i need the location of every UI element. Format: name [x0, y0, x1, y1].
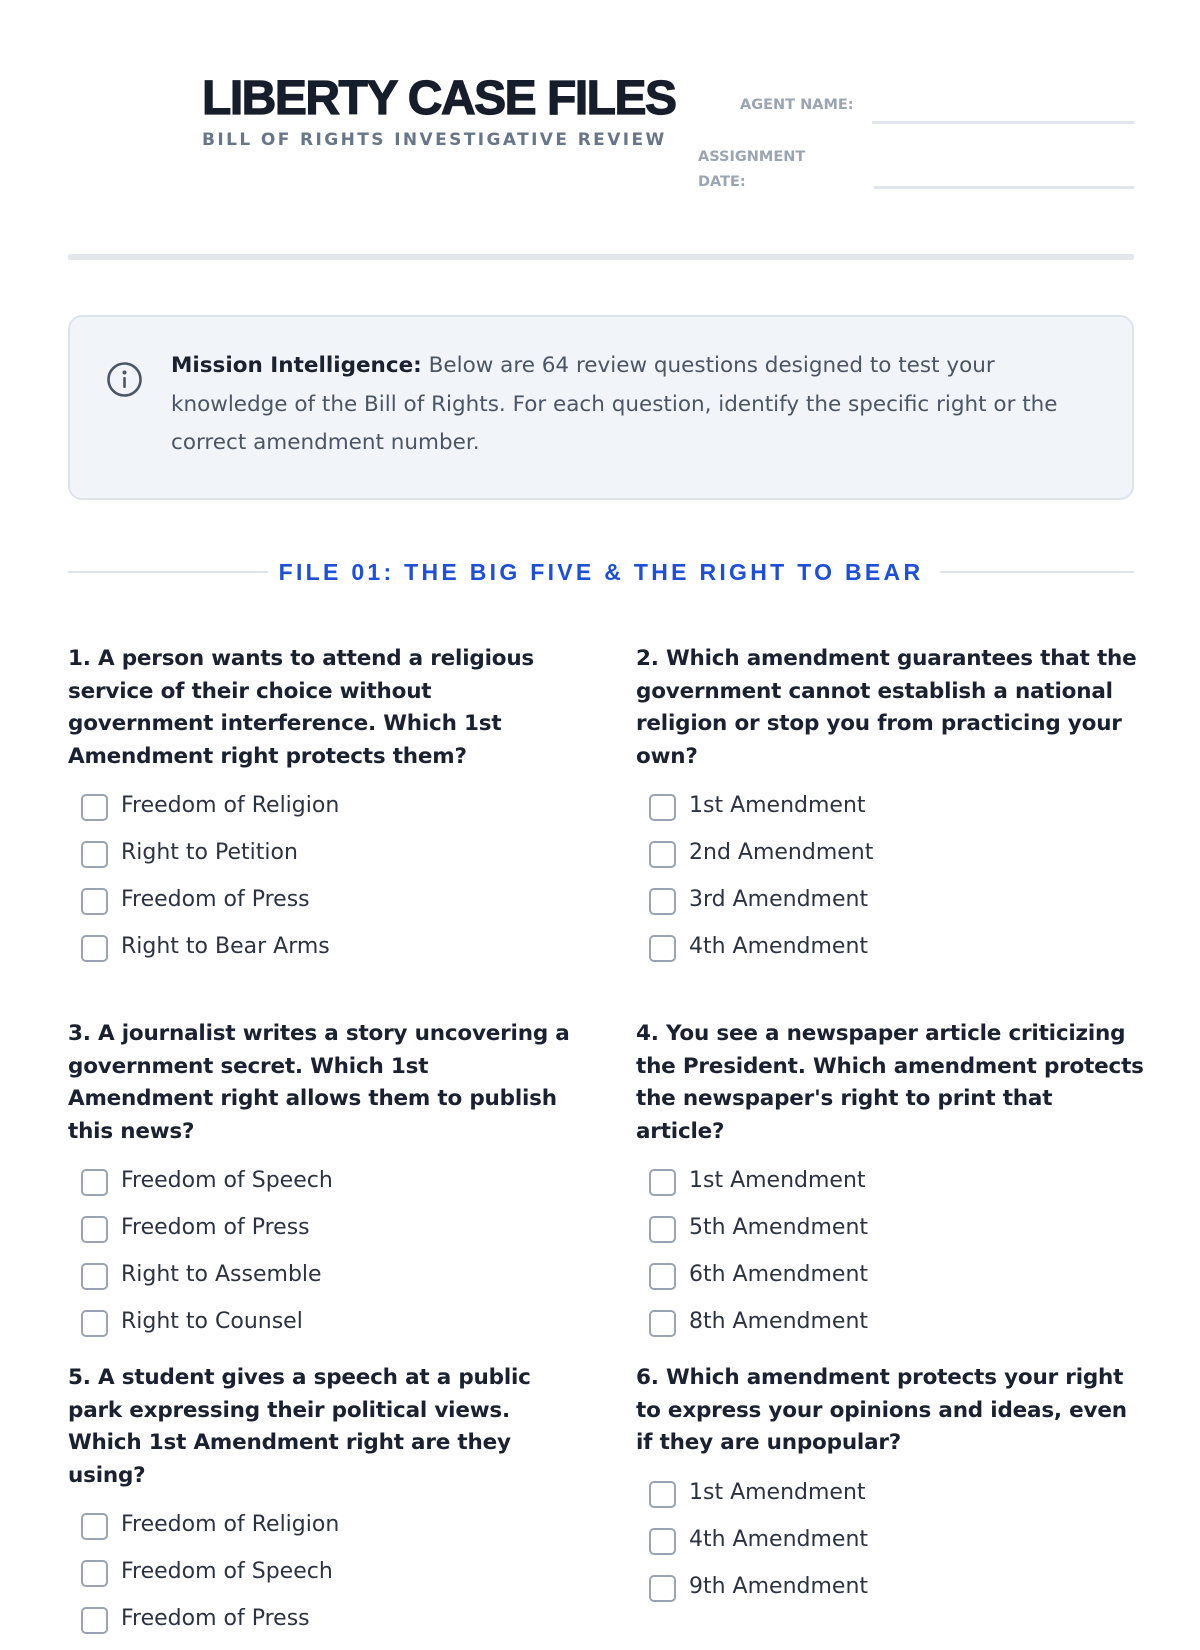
- checkbox[interactable]: [649, 1169, 676, 1196]
- question-2: [636, 643, 1146, 978]
- answer-options: [68, 1509, 578, 1650]
- answer-option[interactable]: [636, 1259, 1146, 1306]
- mission-intelligence-box: [68, 315, 1134, 500]
- option-label: 4th Amendment: [689, 1526, 869, 1552]
- agent-name-label: AGENT NAME:: [740, 97, 854, 113]
- assignment-date-label: ASSIGNMENT DATE:: [698, 149, 806, 190]
- question-text: 2. Which amendment guarantees that the government cannot establish a national religion or stop you from practicing your own?: [636, 646, 1137, 769]
- checkbox[interactable]: [649, 888, 676, 915]
- checkbox[interactable]: [81, 1216, 108, 1243]
- answer-option[interactable]: [636, 1524, 1146, 1571]
- answer-option[interactable]: [636, 1165, 1146, 1212]
- question-3: [68, 1018, 578, 1353]
- answer-option[interactable]: [636, 931, 1146, 978]
- answer-option[interactable]: [68, 1212, 578, 1259]
- checkbox[interactable]: [81, 1607, 108, 1634]
- assignment-date-field[interactable]: [874, 186, 1134, 189]
- answer-options: [636, 1477, 1146, 1618]
- option-label: Freedom of Speech: [121, 1168, 333, 1193]
- answer-option[interactable]: [636, 1571, 1146, 1618]
- checkbox[interactable]: [81, 794, 108, 821]
- option-label: Freedom of Religion: [121, 793, 340, 818]
- section-header: [68, 556, 1134, 588]
- option-label: 1st Amendment: [689, 793, 866, 818]
- option-label: 9th Amendment: [689, 1573, 869, 1599]
- question-text: 3. A journalist writes a story uncovering a government secret. Which 1st Amendment right allows them to publish this news?: [68, 1021, 570, 1144]
- checkbox[interactable]: [81, 935, 108, 962]
- answer-option[interactable]: [68, 1306, 578, 1353]
- option-label: 4th Amendment: [689, 934, 869, 959]
- checkbox[interactable]: [649, 794, 676, 821]
- option-label: Freedom of Religion: [121, 1512, 340, 1537]
- checkbox[interactable]: [81, 1263, 108, 1290]
- answer-option[interactable]: [636, 1212, 1146, 1259]
- question-text: 4. You see a newspaper article criticizing the President. Which amendment protects the newspaper's right to print that article?: [636, 1021, 1144, 1144]
- option-label: Freedom of Press: [121, 1606, 310, 1631]
- option-label: Freedom of Press: [121, 887, 310, 912]
- answer-option[interactable]: [636, 1306, 1146, 1353]
- mission-intelligence-lead: Mission Intelligence:: [171, 353, 422, 378]
- option-label: Right to Counsel: [121, 1309, 303, 1334]
- question-1: [68, 643, 578, 978]
- answer-options: [68, 1165, 578, 1353]
- option-label: 1st Amendment: [689, 1479, 866, 1505]
- checkbox[interactable]: [81, 1560, 108, 1587]
- page-subtitle: BILL OF RIGHTS INVESTIGATIVE REVIEW: [202, 130, 667, 150]
- option-label: Freedom of Press: [121, 1215, 310, 1240]
- question-text: 1. A person wants to attend a religious service of their choice without government interference. Which 1st Amendment right protects them?: [68, 646, 535, 769]
- checkbox[interactable]: [81, 1310, 108, 1337]
- answer-option[interactable]: [68, 1556, 578, 1603]
- checkbox[interactable]: [649, 1481, 676, 1508]
- option-label: Freedom of Speech: [121, 1559, 333, 1584]
- answer-option[interactable]: [68, 1165, 578, 1212]
- brand-block: [202, 68, 702, 150]
- page-title: LIBERTY CASE FILES: [202, 72, 676, 125]
- option-label: 1st Amendment: [689, 1168, 866, 1193]
- mission-intelligence-text: [171, 347, 1101, 463]
- checkbox[interactable]: [649, 1575, 676, 1602]
- answer-option[interactable]: [636, 884, 1146, 931]
- header-divider: [68, 254, 1134, 260]
- mission-intelligence-body: Below are 64 review questions designed to test your knowledge of the Bill of Rights. For each question, identify the specific right or the correct amendment number.: [171, 353, 1058, 455]
- answer-option[interactable]: [636, 790, 1146, 837]
- question-text: 5. A student gives a speech at a public park expressing their political views. Which 1st Amendment right are they using?: [68, 1365, 531, 1488]
- checkbox[interactable]: [649, 1528, 676, 1555]
- answer-option[interactable]: [68, 790, 578, 837]
- option-label: Right to Assemble: [121, 1262, 322, 1287]
- answer-options: [636, 790, 1146, 978]
- question-4: [636, 1018, 1146, 1353]
- option-label: 6th Amendment: [689, 1262, 869, 1287]
- checkbox[interactable]: [649, 1310, 676, 1337]
- answer-option[interactable]: [636, 1477, 1146, 1524]
- section-line-right: [940, 571, 1134, 573]
- answer-option[interactable]: [68, 931, 578, 978]
- option-label: 5th Amendment: [689, 1215, 869, 1240]
- info-circle-icon: [106, 361, 143, 398]
- answer-option[interactable]: [636, 837, 1146, 884]
- question-5: [68, 1362, 578, 1650]
- checkbox[interactable]: [649, 1263, 676, 1290]
- answer-option[interactable]: [68, 884, 578, 931]
- question-6: [636, 1362, 1146, 1618]
- checkbox[interactable]: [81, 1513, 108, 1540]
- answer-option[interactable]: [68, 1259, 578, 1306]
- option-label: 8th Amendment: [689, 1309, 869, 1334]
- checkbox[interactable]: [649, 935, 676, 962]
- answer-options: [636, 1165, 1146, 1353]
- page-header: [68, 0, 1134, 260]
- checkbox[interactable]: [649, 1216, 676, 1243]
- section-title: FILE 01: THE BIG FIVE & THE RIGHT TO BEAR: [278, 559, 924, 585]
- answer-option[interactable]: [68, 1509, 578, 1556]
- answer-options: [68, 790, 578, 978]
- option-label: Right to Petition: [121, 840, 298, 865]
- question-text: 6. Which amendment protects your right to express your opinions and ideas, even if they are unpopular?: [636, 1365, 1127, 1455]
- agent-name-field[interactable]: [872, 121, 1134, 124]
- checkbox[interactable]: [81, 888, 108, 915]
- answer-option[interactable]: [68, 837, 578, 884]
- option-label: 3rd Amendment: [689, 887, 869, 912]
- checkbox[interactable]: [81, 841, 108, 868]
- answer-option[interactable]: [68, 1603, 578, 1650]
- checkbox[interactable]: [649, 841, 676, 868]
- option-label: 2nd Amendment: [689, 840, 874, 865]
- option-label: Right to Bear Arms: [121, 934, 330, 959]
- checkbox[interactable]: [81, 1169, 108, 1196]
